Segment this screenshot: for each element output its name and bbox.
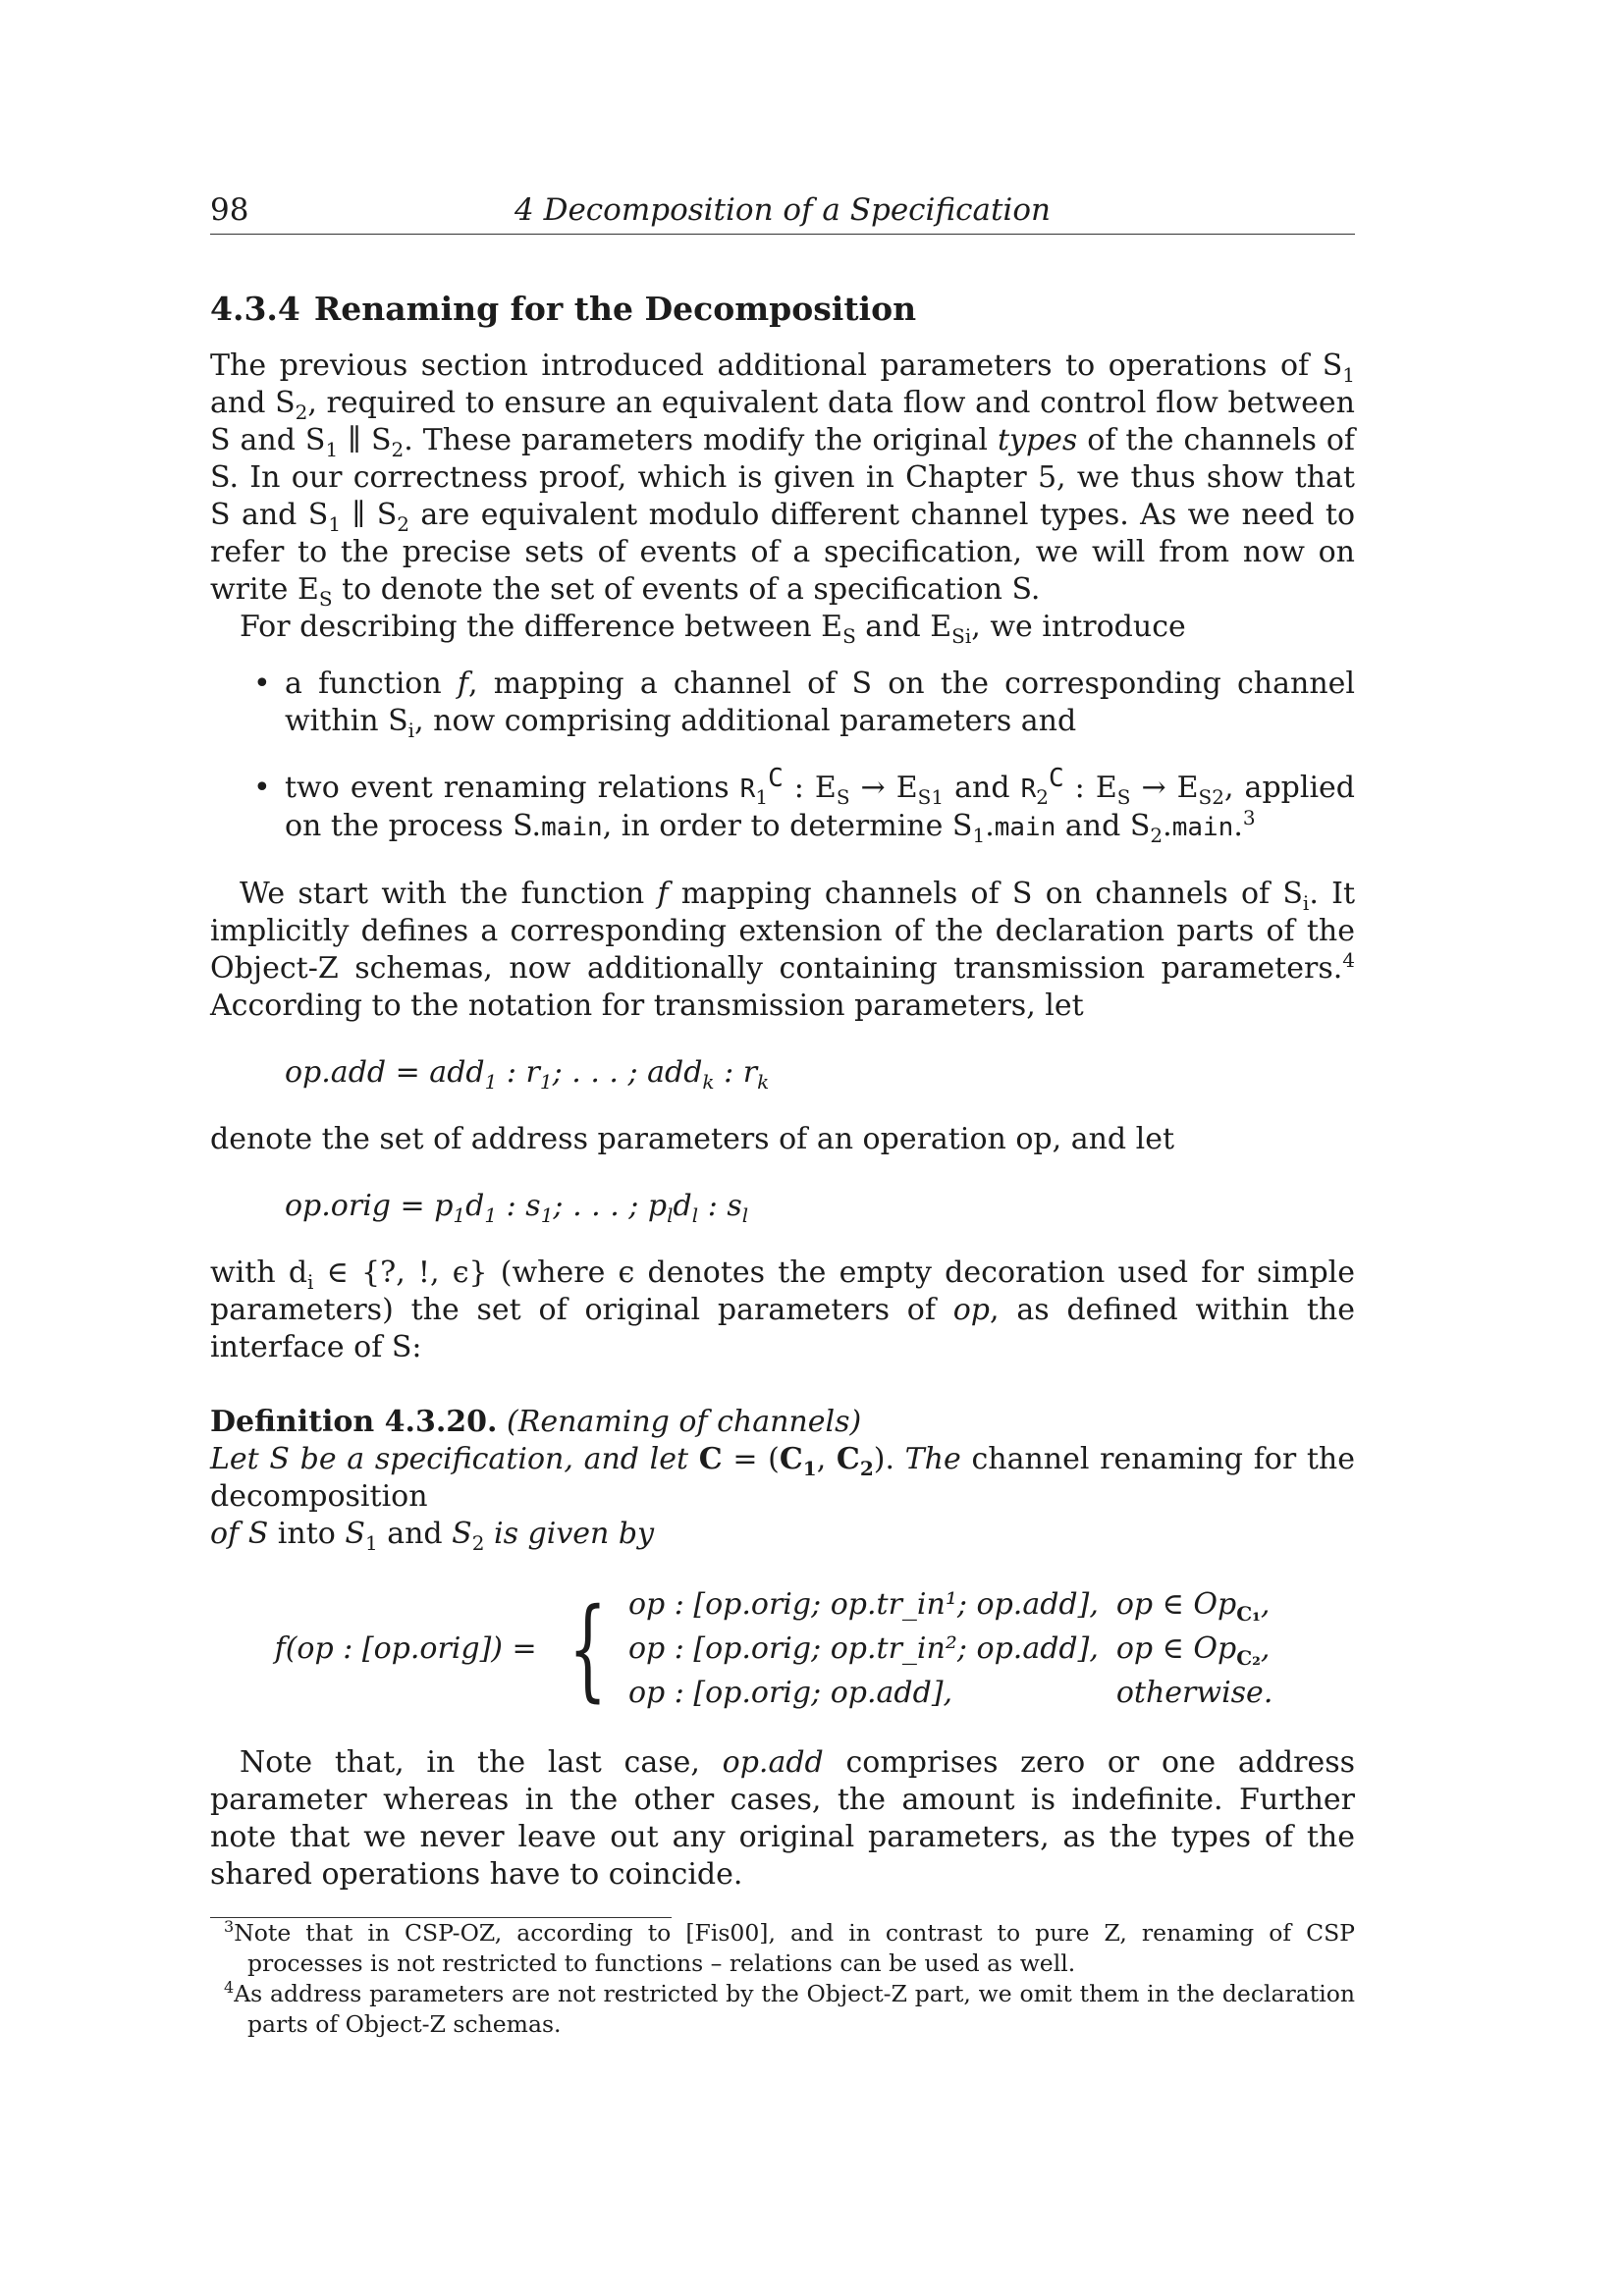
section-heading bbox=[210, 290, 1355, 328]
section-title: Renaming for the Decomposition bbox=[313, 290, 917, 328]
list-item: • a function f, mapping a channel of S on the corresponding channel within $S_i$, now comprising additional parameters and bbox=[285, 666, 1355, 740]
page bbox=[210, 192, 1355, 2040]
body-paragraph: Note that, in the last case, op.add comprises zero or one address parameter whereas in the other cases, the amount is indefinite. Further note that we never leave out any original parameters, as the types of the shared operations have to coincide. bbox=[210, 1745, 1356, 1892]
left-brace: { bbox=[568, 1584, 607, 1713]
running-title: 4 Decomposition of a Specification bbox=[514, 192, 1051, 228]
page-number: 98 bbox=[210, 192, 249, 228]
body-paragraph: We start with the function f mapping channels of S on channels of $S_i$. It implicitly defines a corresponding extension of the declaration parts of the Object-Z schemas, now additionally containing transmission parameters.$^4$ According to the notation for transmission parameters, let bbox=[210, 877, 1356, 1023]
list-item: • two event renaming relations $R_1^C$ : $E_S \to E_{S1}$ and $R_2^C$ : $E_S \to E_{S2}$, applied on the process S.main, in order to determine $S_1.main$ and $S_2.main.^3$ bbox=[285, 770, 1355, 846]
display-equation-add: op.add = add$_1$ : $r_1$; . . . ; add$_k$ : $r_k$ bbox=[285, 1055, 770, 1094]
case-table bbox=[628, 1582, 1290, 1715]
case-row: op : [op.orig; op.add], otherwise. bbox=[627, 1676, 1273, 1710]
footnote-4: $^4$As address parameters are not restricted by the Object-Z part, we omit them in the declaration parts of Object-Z schemas. bbox=[224, 1978, 1355, 2038]
body-paragraph: denote the set of address parameters of an operation op, and let bbox=[210, 1122, 1175, 1156]
case-row: op : [op.orig; op.tr_in²; op.add], op ∈ $Op_{C_2}$, bbox=[627, 1631, 1271, 1670]
definition-name: (Renaming of channels) bbox=[507, 1405, 862, 1439]
footnote-3: $^3$Note that in CSP-OZ, according to [Fis00], and in contrast to pure Z, renaming of CSP processes is not restricted to functions – relations can be used as well. bbox=[224, 1917, 1355, 1977]
body-paragraph: with $d_i$ ∈ {?, !, ϵ} (where ϵ denotes the empty decoration used for simple parameters) the set of original parameters of op, as defined within the interface of S: bbox=[210, 1255, 1356, 1364]
case-lhs: f(op : [op.orig]) = bbox=[274, 1631, 537, 1666]
section-number: 4.3.4 bbox=[210, 290, 300, 328]
footnote-ref-3[interactable]: 3 bbox=[1242, 806, 1256, 829]
intro-paragraph: The previous section introduced additional parameters to operations of $S_1$ and $S_2$, required to ensure an equivalent data flow and control flow between S and $S_1$ ∥ $S_2$. These parameters modify the original types of the channels of S. In our correctness proof, which is given in Chapter 5, we thus show that S and $S_1$ ∥ $S_2$ are equivalent modulo different channel types. As we need to refer to the precise sets of events of a specification, we will from now on write $E_S$ to denote the set of events of a specification S. bbox=[210, 348, 1356, 611]
definition-label: Definition 4.3.20. bbox=[210, 1405, 498, 1439]
page-header bbox=[210, 192, 1355, 235]
footnote-ref-4[interactable]: 4 bbox=[1342, 948, 1355, 972]
display-equation-orig: op.orig = $p_1d_1$ : $s_1$; . . . ; $p_ld_l$ : $s_l$ bbox=[285, 1189, 749, 1227]
definition-block: Definition 4.3.20. (Renaming of channels) Let S be a specification, and let $C = (C_1$, $C_2$). The channel renaming for the decomposition of S into $S_1$ and $S_2$ is given by bbox=[210, 1405, 1356, 1555]
bullet-list bbox=[210, 666, 1355, 846]
case-row: op : [op.orig; op.tr_in¹; op.add], op ∈ $Op_{C_1}$, bbox=[627, 1587, 1271, 1626]
case-definition bbox=[210, 1582, 1355, 1715]
intro-paragraph-2: For describing the difference between $E_S$ and $E_{Si}$, we introduce bbox=[240, 610, 1186, 648]
